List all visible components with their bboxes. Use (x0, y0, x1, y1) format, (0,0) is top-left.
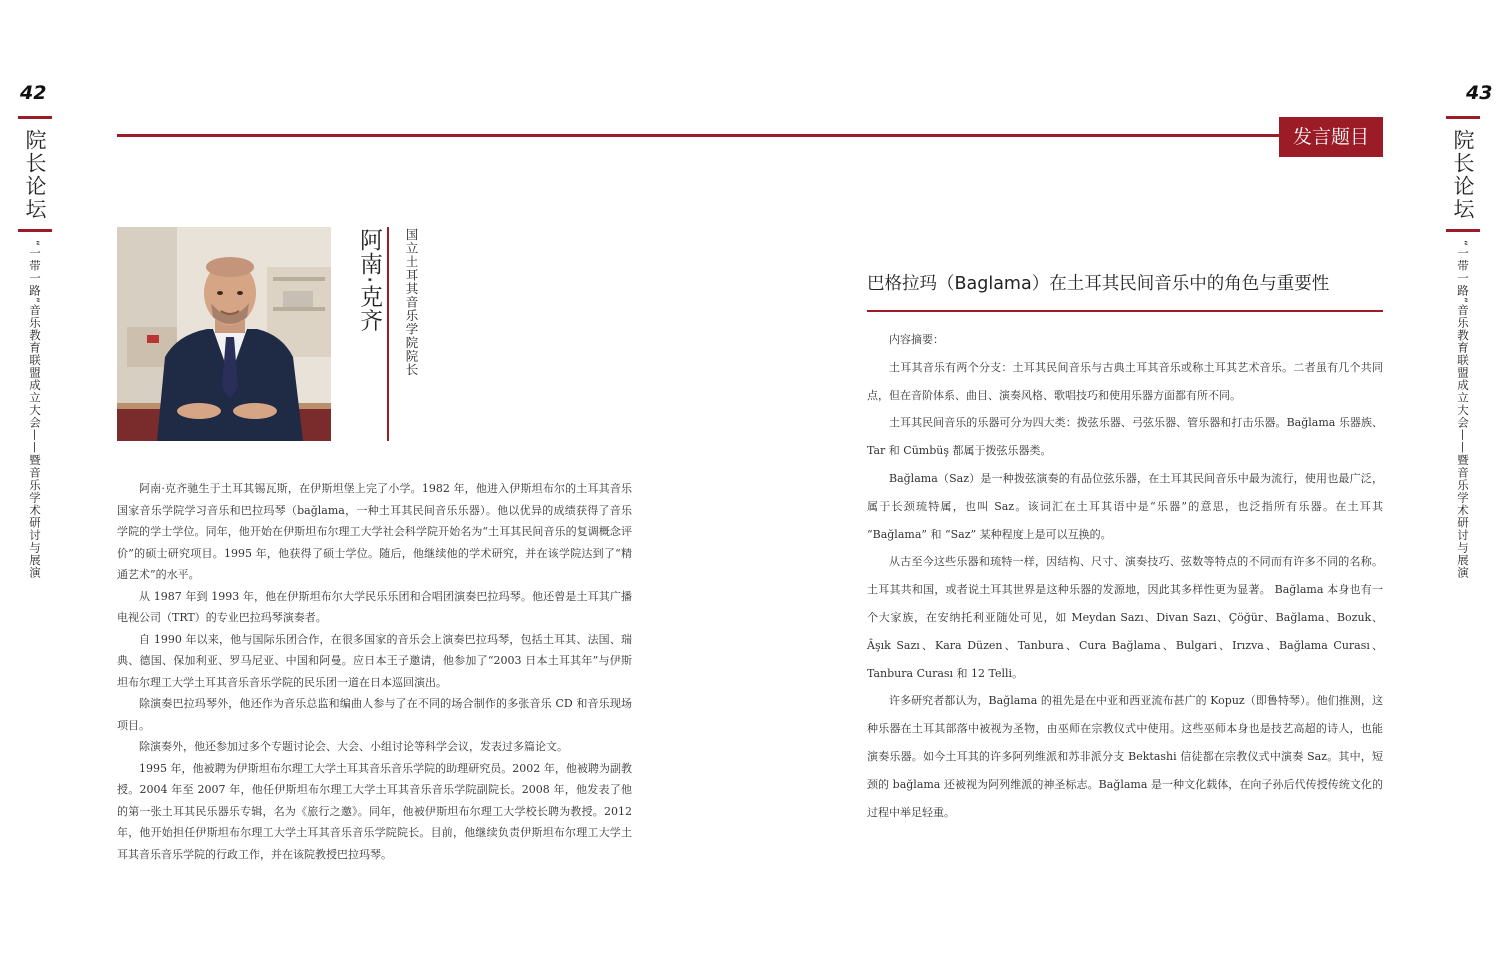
section-title-left: 院长论坛 (23, 129, 47, 221)
page-number-right: 43 (1466, 82, 1493, 104)
speaker-biography (117, 478, 632, 865)
bio-paragraph: 阿南·克齐驰生于土耳其锡瓦斯，在伊斯坦堡上完了小学。1982 年，他进入伊斯坦布尔的土耳其音乐国家音乐学院学习音乐和巴拉玛琴（bağlama，一种土耳其民间音乐乐器）。他以优异的成绩获得了音乐学院的学士学位。同年，他开始在伊斯坦布尔理工大学社会科学院开始名为“土耳其民间音乐的复调概念评价”的硕士研究项目。1995 年，他获得了硕士学位。随后，他继续他的学术研究，并在该学院达到了“精通艺术”的水平。 (117, 482, 632, 581)
speaker-photo (117, 227, 331, 441)
speech-topic-tag: 发言题目 (1279, 117, 1383, 157)
bio-paragraph: 从 1987 年到 1993 年，他在伊斯坦布尔大学民乐乐团和合唱团演奏巴拉玛琴。他还曾是土耳其广播电视公司（TRT）的专业巴拉玛琴演奏者。 (117, 589, 632, 624)
speaker-portrait-illustration (117, 227, 331, 441)
header-rule (117, 134, 1380, 137)
abstract-paragraph: 土耳其民间音乐的乐器可分为四大类：拨弦乐器、弓弦乐器、管乐器和打击乐器。Bağlama 乐器族、Tar 和 Cümbüş 都属于拨弦乐器类。 (867, 416, 1383, 458)
abstract-paragraph: 许多研究者都认为，Bağlama 的祖先是在中亚和西亚流布甚广的 Kopuz（即鲁特琴）。他们推测，这种乐器在土耳其部落中被视为圣物，由巫师在宗教仪式中使用。这些巫师本身也是技艺高超的诗人，也能演奏乐器。如今土耳其的许多阿列维派和苏非派分支 Bektashi 信徒都在宗教仪式中演奏 Saz。其中，短颈的 bağlama 还被视为阿列维派的神圣标志。Bağlama 是一种文化载体，在向子孙后代传授传统文化的过程中举足轻重。 (867, 694, 1383, 819)
left-side-strip (18, 116, 52, 579)
bio-paragraph: 自 1990 年以来，他与国际乐团合作，在很多国家的音乐会上演奏巴拉玛琴，包括土耳其、法国、瑞典、德国、保加利亚、罗马尼亚、中国和阿曼。应日本王子邀请，他参加了“2003 日本土耳其年”与伊斯坦布尔理工大学土耳其音乐音乐学院的民乐团一道在日本巡回演出。 (117, 632, 632, 689)
talk-title-rule (867, 310, 1383, 312)
bio-paragraph: 除演奏巴拉玛琴外，他还作为音乐总监和编曲人参与了在不同的场合制作的多张音乐 CD 和音乐现场项目。 (117, 697, 632, 732)
talk-title: 巴格拉玛（Baglama）在土耳其民间音乐中的角色与重要性 (867, 274, 1330, 294)
section-subtitle-left: “一带一路”音乐教育联盟成立大会——暨音乐学术研讨与展演 (28, 240, 42, 579)
abstract-paragraph: 土耳其音乐有两个分支：土耳其民间音乐与古典土耳其音乐或称土耳其艺术音乐。二者虽有几个共同点，但在音阶体系、曲目、演奏风格、歌唱技巧和使用乐器方面都有所不同。 (867, 360, 1383, 402)
speaker-divider-rule (387, 227, 389, 441)
page-number-left: 42 (20, 82, 47, 104)
speaker-role: 国立土耳其音乐学院院长 (404, 228, 419, 377)
right-side-strip (1446, 116, 1480, 579)
talk-abstract (867, 326, 1383, 826)
section-subtitle-right: “一带一路”音乐教育联盟成立大会——暨音乐学术研讨与展演 (1456, 240, 1470, 579)
abstract-paragraph: Bağlama（Saz）是一种拨弦演奏的有品位弦乐器，在土耳其民间音乐中最为流行，使用也最广泛，属于长颈琉特属，也叫 Saz。该词汇在土耳其语中是“乐器”的意思，也泛指所有乐器。在土耳其 “Bağlama” 和 “Saz” 某种程度上是可以互换的。 (867, 471, 1383, 541)
section-title-right: 院长论坛 (1451, 129, 1475, 221)
bio-paragraph: 1995 年，他被聘为伊斯坦布尔理工大学土耳其音乐音乐学院的助理研究员。2002 年，他被聘为副教授。2004 年至 2007 年，他任伊斯坦布尔理工大学土耳其音乐音乐学院副院长。2008 年，他发表了他的第一张土耳其民乐器乐专辑，名为《旅行之邀》。同年，他被伊斯坦布尔理工大学校长聘为教授。2012 年，他开始担任伊斯坦布尔理工大学土耳其音乐音乐学院院长。目前，他继续负责伊斯坦布尔理工大学土耳其音乐音乐学院的行政工作，并在该院教授巴拉玛琴。 (117, 761, 632, 861)
speaker-name: 阿南·克齐 (356, 228, 382, 333)
abstract-heading: 内容摘要： (889, 333, 944, 346)
bio-paragraph: 除演奏外，他还参加过多个专题讨论会、大会、小组讨论等科学会议，发表过多篇论文。 (139, 740, 568, 753)
abstract-paragraph: 从古至今这些乐器和琉特一样，因结构、尺寸、演奏技巧、弦数等特点的不同而有许多不同的名称。土耳其共和国，或者说土耳其世界是这种乐器的发源地，因此其多样性更为显著。 Bağlama 本身也有一个大家族，在安纳托利亚随处可见，如 Meydan Sazı、Divan Sazı、Çöğür、Bağlama、Bozuk、Âşık Sazı、Kara Düzen、Tanbura、Cura Bağlama、Bulgari、Irızva、Bağlama Curası、Tanbura Curası 和 12 Telli。 (867, 555, 1383, 680)
